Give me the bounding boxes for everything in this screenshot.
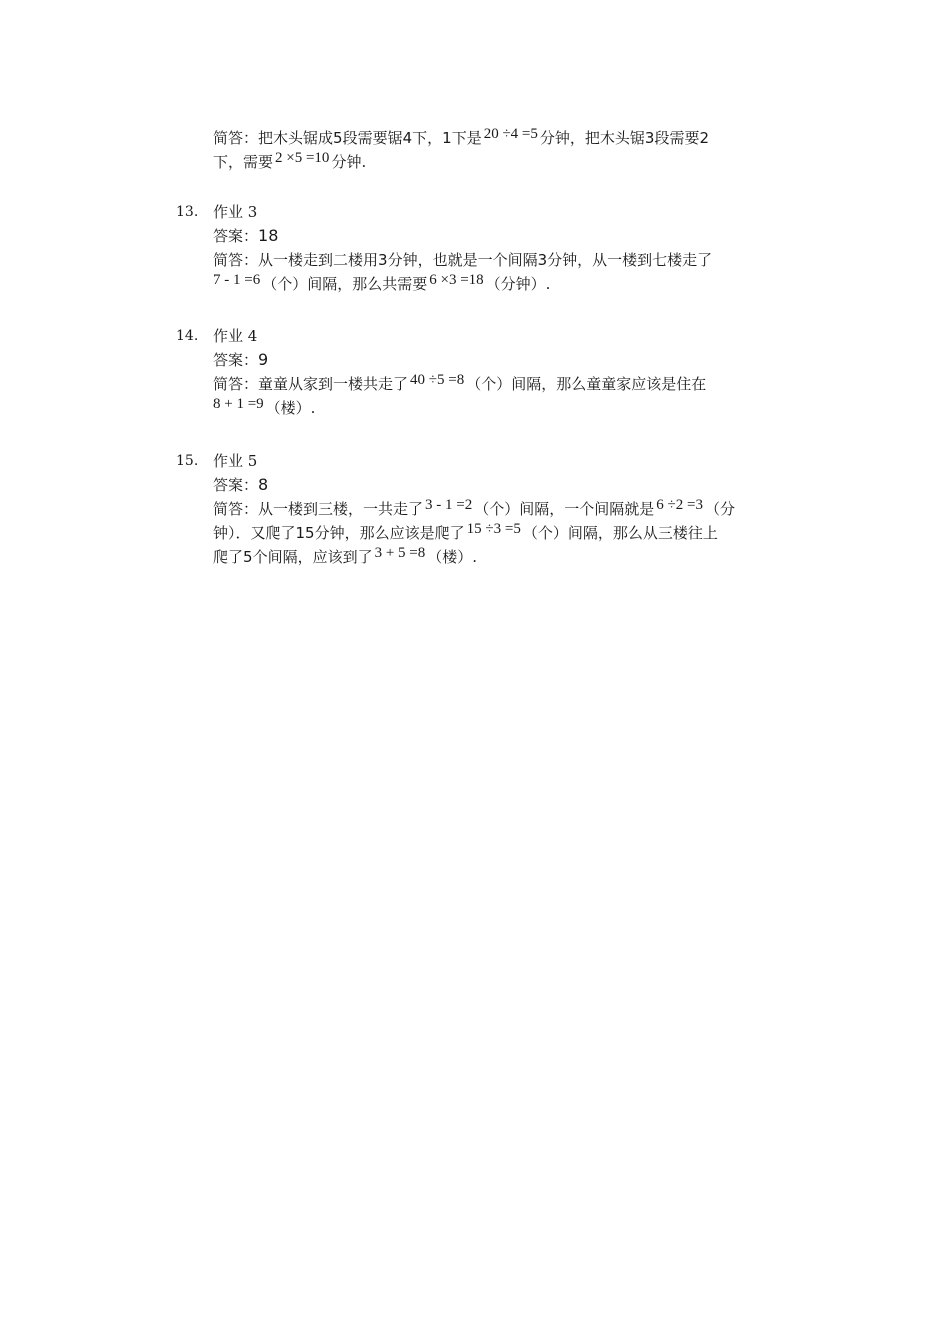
q15-heading [176, 449, 816, 473]
math-expression: 6 ×3 =18 [429, 272, 484, 288]
text: 分钟，把木头锯 [539, 129, 645, 147]
text: （分 [704, 500, 735, 518]
math-expression: 3 + 5 =8 [374, 545, 426, 561]
text: （个）间隔，那么共需要 [262, 275, 428, 293]
number: 3 [644, 129, 655, 147]
text: （个）间隔，那么从三楼往上 [522, 524, 718, 542]
q14-answer [176, 348, 816, 372]
text: 个间隔，应该到了 [252, 548, 373, 566]
math-expression: 20 ÷4 =5 [483, 126, 538, 142]
question-13 [176, 200, 816, 296]
q15-line-3 [176, 545, 816, 569]
text: 分钟，也就是一个间隔 [387, 251, 538, 269]
question-title: 作业 5 [213, 452, 258, 470]
answer-value: 9 [258, 350, 269, 369]
number: 3 [378, 251, 388, 269]
text: 分钟. [331, 153, 367, 171]
answer-value: 8 [258, 475, 269, 494]
math-expression: 7 - 1 =6 [213, 272, 261, 288]
q13-answer [176, 224, 816, 248]
q13-heading [176, 200, 816, 224]
math-expression: 40 ÷5 =8 [410, 372, 465, 388]
text: 下， [412, 129, 443, 147]
number: 1 [442, 129, 452, 147]
q15-line-1 [176, 497, 816, 521]
math-expression: 15 ÷3 =5 [466, 521, 521, 537]
text: （个）间隔，一个间隔就是 [474, 500, 655, 518]
text: 段需要锯 [342, 129, 403, 147]
math-expression: 6 ÷2 =3 [656, 497, 703, 513]
answer-label: 答案： [213, 476, 259, 494]
text: 简答：童童从家到一楼共走了 [213, 375, 409, 393]
text: 段需要 [654, 129, 700, 147]
number: 5 [333, 129, 343, 147]
question-12-explanation [176, 126, 816, 174]
number: 5 [243, 548, 253, 566]
number: 3 [537, 251, 548, 269]
text: （分钟）. [485, 275, 551, 293]
text: （楼）. [265, 399, 316, 417]
number: 2 [699, 129, 710, 147]
answer-label: 答案： [213, 227, 259, 245]
question-number: 13. [176, 204, 199, 220]
q14-line-2 [176, 396, 816, 420]
text: （楼）. [427, 548, 478, 566]
question-title: 作业 3 [213, 203, 258, 221]
q14-line-1 [176, 372, 816, 396]
text: （个）间隔，那么童童家应该是住在 [466, 375, 707, 393]
math-expression: 3 - 1 =2 [425, 497, 473, 513]
question-number: 15. [176, 453, 199, 469]
text: 分钟，从一楼到七楼走了 [547, 251, 713, 269]
text: 简答：把木头锯成 [213, 129, 334, 147]
answer-label: 答案： [213, 351, 259, 369]
q15-line-2 [176, 521, 816, 545]
math-expression: 8 + 1 =9 [213, 396, 264, 412]
q12-line-2 [176, 150, 816, 174]
q12-line-1 [176, 126, 816, 150]
text: 简答：从一楼走到二楼用 [213, 251, 379, 269]
q15-answer [176, 473, 816, 497]
question-title: 作业 4 [213, 327, 258, 345]
text: 分钟，那么应该是爬了 [314, 524, 465, 542]
question-number: 14. [176, 328, 199, 344]
number: 15 [295, 524, 315, 542]
q13-line-1 [176, 248, 816, 272]
text: 下是 [451, 129, 482, 147]
q13-line-2 [176, 272, 816, 296]
question-15 [176, 449, 816, 569]
math-expression: 2 ×5 =10 [275, 150, 330, 166]
text: 下，需要 [213, 153, 274, 171]
text: 钟）．又爬了 [213, 524, 296, 542]
text: 简答：从一楼到三楼，一共走了 [213, 500, 424, 518]
q14-heading [176, 324, 816, 348]
question-14 [176, 324, 816, 420]
answer-value: 18 [258, 226, 279, 245]
text: 爬了 [213, 548, 244, 566]
number: 4 [402, 129, 413, 147]
